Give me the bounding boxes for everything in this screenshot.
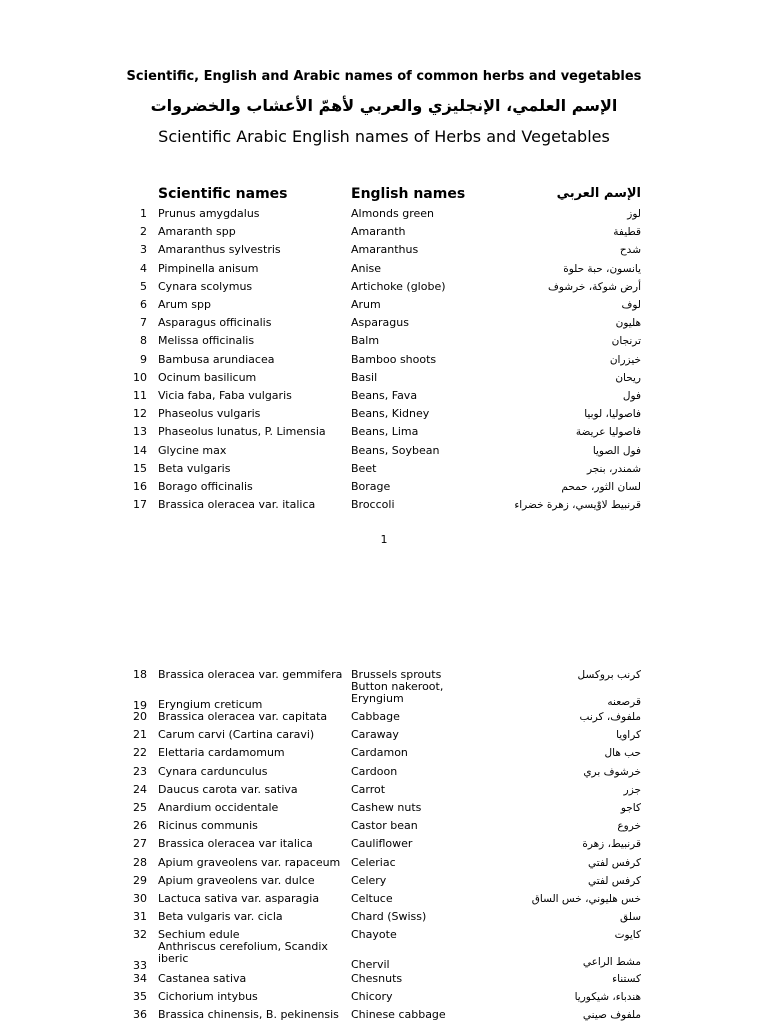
scientific-name: Ricinus communis — [158, 819, 258, 832]
scientific-name: Brassica chinensis, B. pekinensis — [158, 1008, 339, 1021]
english-name: Chesnuts — [351, 972, 403, 985]
header-scientific-names: Scientific names — [158, 186, 288, 202]
english-name: Asparagus — [351, 316, 409, 329]
scientific-name: Lactuca sativa var. asparagia — [158, 892, 320, 905]
row-number: 16 — [133, 480, 147, 493]
table-row — [0, 353, 768, 369]
document-title-arabic: الإسم العلمي، الإنجليزي والعربي لأهمّ الأعشاب والخضروات — [150, 96, 618, 115]
document-subtitle: Scientific Arabic English names of Herbs and Vegetables — [158, 127, 610, 146]
english-name: Chicory — [351, 990, 393, 1003]
arabic-name: هندباء، شيكوريا — [574, 991, 641, 1003]
row-number: 8 — [140, 334, 147, 347]
table-row — [0, 316, 768, 332]
scientific-name: Daucus carota var. sativa — [158, 783, 298, 796]
table-row — [0, 819, 768, 835]
scientific-name: Eryngium creticum — [158, 698, 263, 711]
table-row — [0, 225, 768, 241]
scientific-name: Pimpinella anisum — [158, 262, 259, 275]
scientific-name: Asparagus officinalis — [158, 316, 272, 329]
table-row — [0, 856, 768, 872]
scientific-name: Beta vulgaris — [158, 462, 231, 475]
scientific-name: Cynara cardunculus — [158, 765, 268, 778]
row-number: 10 — [133, 371, 147, 384]
table-row — [0, 243, 768, 259]
scientific-name: Prunus amygdalus — [158, 207, 260, 220]
english-name: Basil — [351, 371, 378, 384]
header-english-names: English names — [351, 186, 466, 202]
arabic-name: أرض شوكة، خرشوف — [548, 281, 641, 293]
table-row — [0, 801, 768, 817]
english-name: Artichoke (globe) — [351, 280, 446, 293]
table-row — [0, 498, 768, 514]
row-number: 32 — [133, 928, 147, 941]
scientific-name: Castanea sativa — [158, 972, 247, 985]
row-number: 3 — [140, 243, 147, 256]
arabic-name: خرشوف بري — [583, 766, 641, 778]
english-name: Balm — [351, 334, 380, 347]
row-number: 4 — [140, 262, 147, 275]
scientific-name: Amaranth spp — [158, 225, 236, 238]
arabic-name: شدح — [619, 244, 641, 256]
table-row — [0, 407, 768, 423]
row-number: 25 — [133, 801, 147, 814]
row-number: 7 — [140, 316, 147, 329]
arabic-name: شمندر، بنجر — [586, 463, 641, 475]
row-number: 15 — [133, 462, 147, 475]
english-name: Beans, Soybean — [351, 444, 440, 457]
scientific-name: Arum spp — [158, 298, 211, 311]
arabic-name: كرفس لفتي — [588, 857, 641, 869]
table-row — [0, 444, 768, 460]
arabic-name: كايوت — [614, 929, 641, 941]
table-row — [0, 765, 768, 781]
english-name: Cardoon — [351, 765, 398, 778]
english-name: Beans, Kidney — [351, 407, 430, 420]
row-number: 34 — [133, 972, 147, 985]
arabic-name: فول — [622, 390, 641, 402]
scientific-name: Phaseolus lunatus, P. Limensia — [158, 425, 326, 438]
english-name: Borage — [351, 480, 391, 493]
row-number: 23 — [133, 765, 147, 778]
row-number: 18 — [133, 668, 147, 681]
scientific-name: Phaseolus vulgaris — [158, 407, 261, 420]
row-number: 11 — [133, 389, 147, 402]
english-name: Cardamon — [351, 746, 408, 759]
scientific-name: Apium graveolens var. rapaceum — [158, 856, 341, 869]
scientific-name: Anardium occidentale — [158, 801, 279, 814]
scientific-name: Vicia faba, Faba vulgaris — [158, 389, 292, 402]
english-name: Almonds green — [351, 207, 434, 220]
table-row — [0, 298, 768, 314]
row-number: 17 — [133, 498, 147, 511]
page-number: 1 — [380, 533, 388, 546]
arabic-name: قرنبيط لاوْيسي، زهرة خضراء — [514, 499, 641, 511]
arabic-name: لسان الثور، حمحم — [561, 481, 641, 493]
document-title-english: Scientific, English and Arabic names of common herbs and vegetables — [126, 69, 642, 84]
arabic-name: خس هليوني، خس الساق — [531, 893, 641, 905]
table-row — [0, 837, 768, 853]
scientific-name: Brassica oleracea var. gemmifera — [158, 668, 343, 681]
arabic-name: كاجو — [620, 802, 641, 814]
row-number: 29 — [133, 874, 147, 887]
arabic-name: مشط الراعي — [582, 956, 641, 968]
table-row — [0, 334, 768, 350]
row-number: 2 — [140, 225, 147, 238]
table-row — [0, 480, 768, 496]
header-arabic-names: الإسم العربي — [556, 186, 641, 201]
arabic-name: فول الصويا — [592, 445, 641, 457]
scientific-name: Borago officinalis — [158, 480, 253, 493]
table-row — [0, 928, 768, 944]
scientific-name: Beta vulgaris var. cicla — [158, 910, 283, 923]
row-number: 31 — [133, 910, 147, 923]
scientific-name: Carum carvi (Cartina caravi) — [158, 728, 315, 741]
table-row — [0, 728, 768, 744]
scientific-name: Melissa officinalis — [158, 334, 255, 347]
english-name: Carrot — [351, 783, 386, 796]
arabic-name: حب هال — [604, 747, 641, 759]
arabic-name: ملفوف صيني — [582, 1009, 641, 1021]
english-name: Button nakeroot, Eryngium — [351, 680, 444, 705]
english-name: Celtuce — [351, 892, 393, 905]
english-name: Chinese cabbage — [351, 1008, 446, 1021]
row-number: 21 — [133, 728, 147, 741]
table-row — [0, 940, 768, 972]
english-name: Castor bean — [351, 819, 418, 832]
arabic-name: كرنب بروكسل — [577, 669, 641, 681]
table-row — [0, 207, 768, 223]
arabic-name: كراويا — [616, 729, 641, 741]
arabic-name: خيزران — [609, 354, 641, 366]
english-name: Bamboo shoots — [351, 353, 437, 366]
row-number: 20 — [133, 710, 147, 723]
row-number: 19 — [133, 699, 147, 712]
row-number: 12 — [133, 407, 147, 420]
arabic-name: ريحان — [615, 372, 641, 384]
english-name: Chayote — [351, 928, 397, 941]
english-name: Beans, Lima — [351, 425, 419, 438]
table-row — [0, 425, 768, 441]
english-name: Beet — [351, 462, 377, 475]
table-row — [0, 910, 768, 926]
table-row — [0, 1008, 768, 1024]
row-number: 33 — [133, 959, 147, 972]
row-number: 1 — [140, 207, 147, 220]
arabic-name: قرصعنه — [607, 696, 641, 708]
table-row — [0, 990, 768, 1006]
arabic-name: فاصوليا، لوبيا — [584, 408, 641, 420]
scientific-name: Elettaria cardamomum — [158, 746, 285, 759]
arabic-name: لوف — [621, 299, 641, 311]
arabic-name: قطيفة — [613, 226, 641, 238]
scientific-name: Cichorium intybus — [158, 990, 258, 1003]
english-name: Cabbage — [351, 710, 400, 723]
english-name: Beans, Fava — [351, 389, 418, 402]
english-name: Arum — [351, 298, 381, 311]
english-name: Chervil — [351, 958, 390, 971]
row-number: 5 — [140, 280, 147, 293]
table-row — [0, 746, 768, 762]
english-name: Celery — [351, 874, 387, 887]
arabic-name: قرنبيط، زهرة — [582, 838, 641, 850]
arabic-name: سلق — [619, 911, 641, 923]
english-name: Caraway — [351, 728, 399, 741]
arabic-name: كستناء — [612, 973, 641, 985]
row-number: 13 — [133, 425, 147, 438]
table-row — [0, 710, 768, 726]
table-row — [0, 280, 768, 296]
scientific-name: Cynara scolymus — [158, 280, 253, 293]
row-number: 24 — [133, 783, 147, 796]
table-row — [0, 892, 768, 908]
scientific-name: Amaranthus sylvestris — [158, 243, 281, 256]
row-number: 36 — [133, 1008, 147, 1021]
scientific-name: Brassica oleracea var italica — [158, 837, 313, 850]
arabic-name: ملفوف، كرنب — [579, 711, 641, 723]
arabic-name: جزر — [623, 784, 641, 796]
row-number: 28 — [133, 856, 147, 869]
english-name: Amaranthus — [351, 243, 419, 256]
arabic-name: فاصوليا عريضة — [575, 426, 641, 438]
english-name: Cauliflower — [351, 837, 413, 850]
table-row — [0, 371, 768, 387]
scientific-name: Apium graveolens var. dulce — [158, 874, 315, 887]
arabic-name: لوز — [627, 208, 641, 220]
table-row — [0, 389, 768, 405]
arabic-name: هليون — [615, 317, 641, 329]
english-name: Anise — [351, 262, 382, 275]
scientific-name: Brassica oleracea var. capitata — [158, 710, 328, 723]
row-number: 6 — [140, 298, 147, 311]
row-number: 14 — [133, 444, 147, 457]
table-row — [0, 680, 768, 712]
arabic-name: ترنجان — [611, 335, 641, 347]
english-name: Amaranth — [351, 225, 406, 238]
table-row — [0, 783, 768, 799]
row-number: 9 — [140, 353, 147, 366]
scientific-name: Anthriscus cerefolium, Scandix iberic — [158, 940, 328, 965]
table-row — [0, 262, 768, 278]
scientific-name: Glycine max — [158, 444, 227, 457]
arabic-name: يانسون، حبة حلوة — [563, 263, 641, 275]
english-name: Cashew nuts — [351, 801, 422, 814]
english-name: Celeriac — [351, 856, 396, 869]
row-number: 35 — [133, 990, 147, 1003]
scientific-name: Brassica oleracea var. italica — [158, 498, 316, 511]
table-row — [0, 874, 768, 890]
scientific-name: Sechium edule — [158, 928, 240, 941]
scientific-name: Bambusa arundiacea — [158, 353, 275, 366]
row-number: 30 — [133, 892, 147, 905]
english-name: Chard (Swiss) — [351, 910, 427, 923]
row-number: 27 — [133, 837, 147, 850]
scientific-name: Ocinum basilicum — [158, 371, 257, 384]
arabic-name: كرفس لفتي — [588, 875, 641, 887]
arabic-name: خروع — [617, 820, 641, 832]
row-number: 22 — [133, 746, 147, 759]
row-number: 26 — [133, 819, 147, 832]
english-name: Brussels sprouts — [351, 668, 442, 681]
table-row — [0, 972, 768, 988]
english-name: Broccoli — [351, 498, 395, 511]
table-row — [0, 462, 768, 478]
